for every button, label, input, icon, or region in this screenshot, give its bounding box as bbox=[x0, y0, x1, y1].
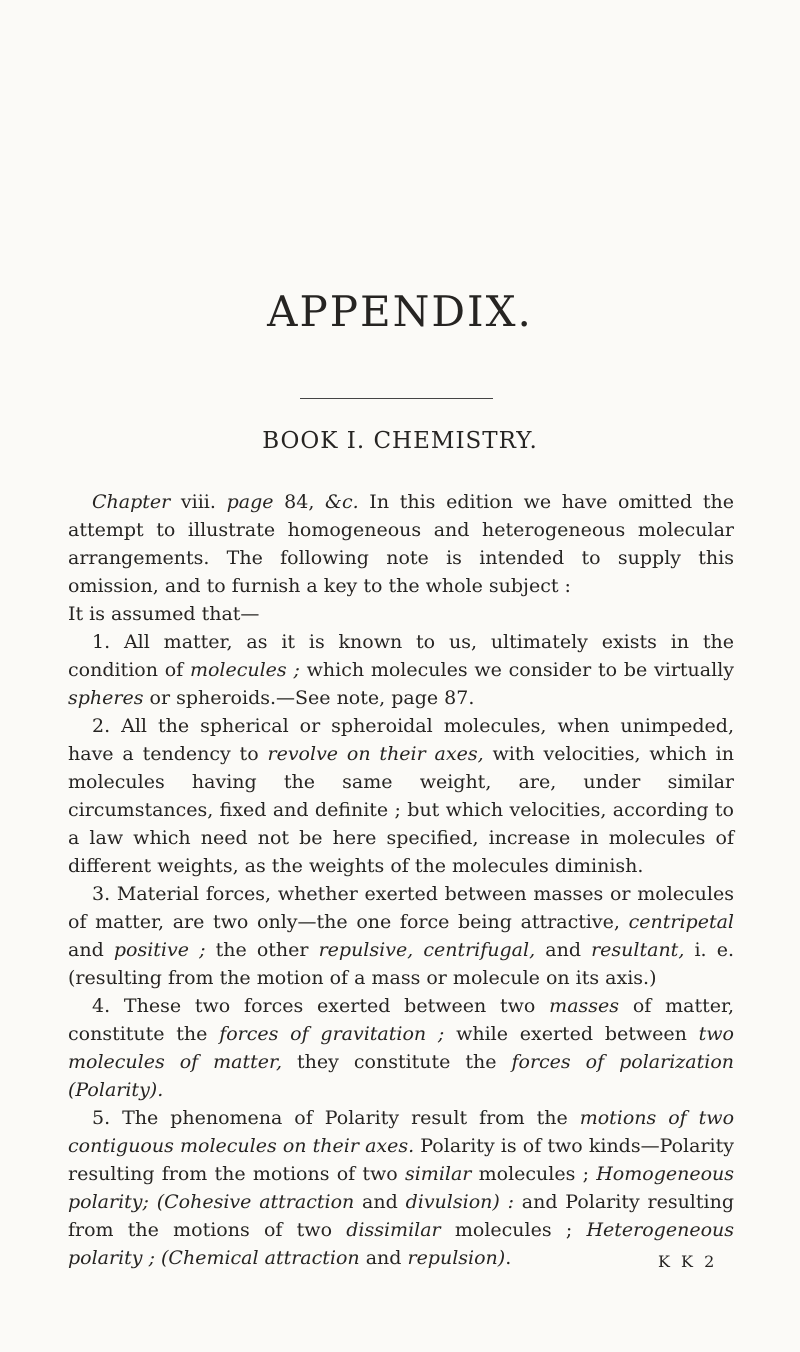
title-rule bbox=[300, 398, 493, 399]
body-text bbox=[68, 488, 734, 1272]
ref-chapter: Chapter bbox=[92, 491, 171, 513]
intro-paragraph: Chapter viii. page 84, &c. In this edition we have omitted the attempt to illustrate homogeneous and heterogeneous molecular arrangements. The following note is intended to supply this omission, and to furnish a key to the whole subject : bbox=[68, 491, 735, 597]
assumed-line: It is assumed that— bbox=[68, 603, 260, 625]
list-item-4: 4. These two forces exerted between two masses of matter, constitute the forces of gravitation ; while exerted between two molecules of matter, they constitute the forces of polarization (Polarity). bbox=[68, 995, 734, 1101]
list-item-5: 5. The phenomena of Polarity result from the motions of two contiguous molecules on their axes. Polarity is of two kinds—Polarity resulting from the motions of two similar molecules ; Homogeneous polarity; (Cohesive attraction and divulsion) : and Polarity resulting from the motions of two dissimilar molecules ; Heterogeneous polarity ; (Chemical attraction and repulsion). bbox=[68, 1107, 735, 1269]
list-item-2: 2. All the spherical or spheroidal molecules, when unimpeded, have a tendency to revolve on their axes, with velocities, which in molecules having the same weight, are, under similar circumstances, fixed and definite ; but which velocities, according to a law which need not be here specified, increase in molecules of different weights, as the weights of the molecules diminish. bbox=[68, 715, 734, 877]
list-item-3: 3. Material forces, whether exerted between masses or molecules of matter, are two only—the one force being attractive, centripetal and positive ; the other repulsive, centrifugal, and resultant, i. e. (resulting from the motion of a mass or molecule on its axis.) bbox=[68, 883, 734, 989]
page-title: APPENDIX. bbox=[267, 287, 533, 336]
signature-mark: K K 2 bbox=[658, 1252, 718, 1271]
list-item-1: 1. All matter, as it is known to us, ultimately exists in the condition of molecules ; which molecules we consider to be virtually spheres or spheroids.—See note, page 87. bbox=[68, 631, 735, 709]
book-subtitle: BOOK I. CHEMISTRY. bbox=[262, 428, 538, 454]
